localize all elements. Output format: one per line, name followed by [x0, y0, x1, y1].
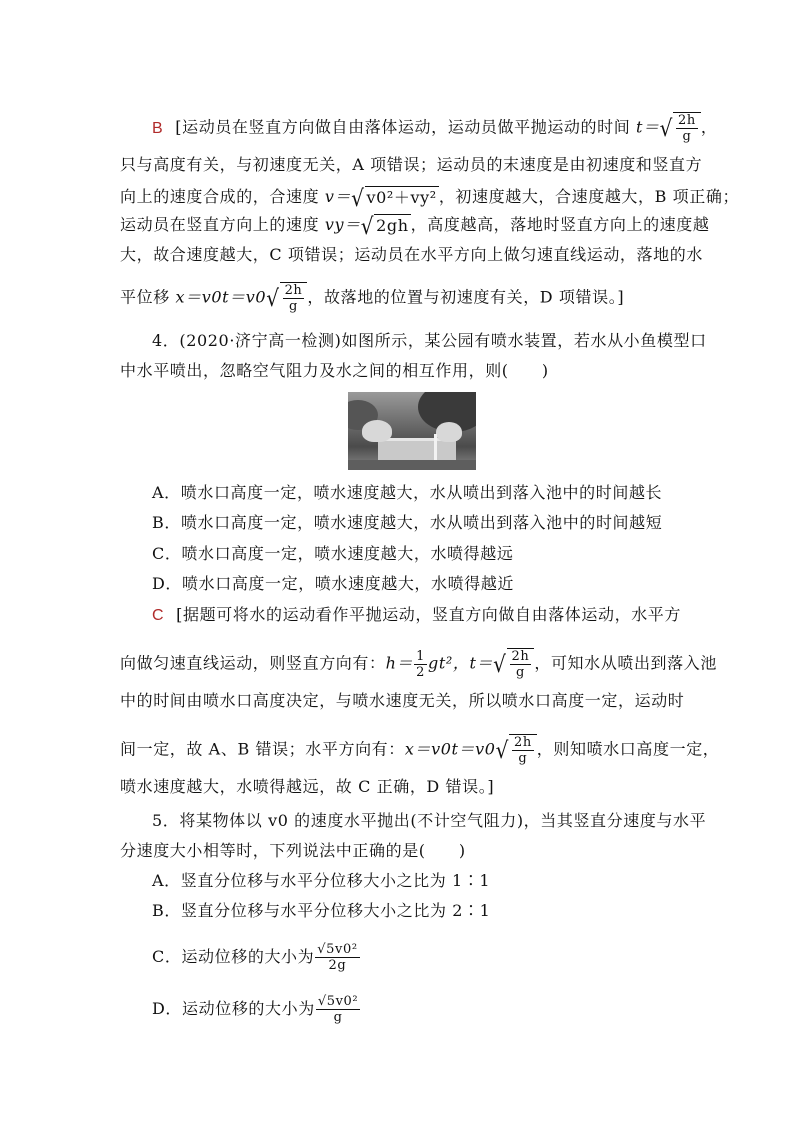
ground	[348, 460, 476, 470]
fraction-one-half: $\frac{1}{2}$	[416, 648, 425, 680]
q3-answer-line-3: 向上的速度合成的，合速度 v＝ √ v0²＋vy² ，初速度越大，合速度越大，B 项正确；	[120, 183, 740, 212]
q5-option-c: C．运动位移的大小为 $\frac{\text{√5v0²}}{2g}$	[152, 942, 358, 973]
sqrt-2h-over-g: √ $\frac{2h}{g}$	[266, 282, 307, 314]
sqrt-2h-over-g: √ $\frac{2h}{g}$	[660, 112, 701, 144]
q4-answer-line-1: C [据题可将水的运动看作平抛运动，竖直方向做自由落体运动，水平方	[152, 605, 681, 624]
q3-answer-line-5: 大，故合速度越大，C 项错误；运动员在水平方向上做匀速直线运动，落地的水	[120, 245, 703, 264]
q5-option-a: A．竖直分位移与水平分位移大小之比为 1∶1	[152, 871, 491, 890]
q3-answer-letter: B	[152, 119, 164, 137]
q4-answer-line-2: 向做匀速直线运动，则竖直方向有：h＝ $\frac{1}{2}$ gt²，t＝ √ $\frac{2h}{g}$ ，可知水从喷出到落入池	[120, 648, 717, 680]
fraction-sqrt5-v0sq-over-2g: $\frac{\text{√5v0²}}{2g}$	[317, 942, 358, 973]
q4-option-b: B．喷水口高度一定，喷水速度越大，水从喷出到落入池中的时间越短	[152, 513, 663, 532]
fish-statue-left	[362, 420, 392, 442]
water-jet	[434, 434, 437, 462]
q4-answer-letter: C	[152, 607, 165, 624]
q3-answer-line-2: 只与高度有关，与初速度无关，A 项错误；运动员的末速度是由初速度和竖直方	[120, 155, 703, 174]
q4-option-a: A．喷水口高度一定，喷水速度越大，水从喷出到落入池中的时间越长	[152, 483, 663, 502]
q5-stem-line-1: 5．将某物体以 v0 的速度水平抛出(不计空气阻力)，当其竖直分速度与水平	[152, 811, 707, 830]
fountain-photo	[348, 392, 476, 470]
sqrt-2gh: √ 2gh	[360, 211, 409, 240]
fraction-sqrt5-v0sq-over-g: $\frac{\text{√5v0²}}{g}$	[317, 994, 359, 1025]
sqrt-2h-over-g: √ $\frac{2h}{g}$	[493, 648, 534, 680]
q4-answer-line-5: 喷水速度越大，水喷得越远，故 C 正确，D 错误。]	[120, 777, 495, 796]
q4-answer-line-3: 中的时间由喷水口高度决定，与喷水速度无关，所以喷水口高度一定，运动时	[120, 691, 685, 710]
q4-option-d: D．喷水口高度一定，喷水速度越大，水喷得越近	[152, 574, 515, 593]
q4-stem-line-2: 中水平喷出，忽略空气阻力及水之间的相互作用，则( )	[120, 361, 549, 380]
sqrt-2h-over-g: √ $\frac{2h}{g}$	[496, 734, 537, 766]
q4-answer-line-4: 间一定，故 A、B 错误；水平方向有：x＝v0t＝v0 √ $\frac{2h}{g}$ ，则知喷水口高度一定，	[120, 735, 720, 766]
q3-answer-line-6: 平位移 x＝v0t＝v0 √ $\frac{2h}{g}$ ，故落地的位置与初速度有关，D 项错误。]	[120, 283, 625, 314]
q4-stem-line-1: 4．(2020·济宁高一检测)如图所示，某公园有喷水装置，若水从小鱼模型口	[152, 331, 707, 350]
q5-option-d: D．运动位移的大小为 $\frac{\text{√5v0²}}{g}$	[152, 994, 359, 1025]
q3-answer-line-4: 运动员在竖直方向上的速度 vy＝ √ 2gh ，高度越高，落地时竖直方向上的速度越	[120, 211, 710, 240]
q5-stem-line-2: 分速度大小相等时，下列说法中正确的是( )	[120, 841, 466, 860]
q4-option-c: C．喷水口高度一定，喷水速度越大，水喷得越远	[152, 544, 514, 563]
q3-answer-line-1: B [运动员在竖直方向做自由落体运动，运动员做平抛运动的时间 t＝ √ $\frac{2h}{g}$ ，	[152, 113, 718, 144]
q5-option-b: B．竖直分位移与水平分位移大小之比为 2∶1	[152, 901, 491, 920]
fish-statue-right	[436, 422, 462, 442]
sqrt-velocity: √ v0²＋vy²	[351, 183, 437, 212]
